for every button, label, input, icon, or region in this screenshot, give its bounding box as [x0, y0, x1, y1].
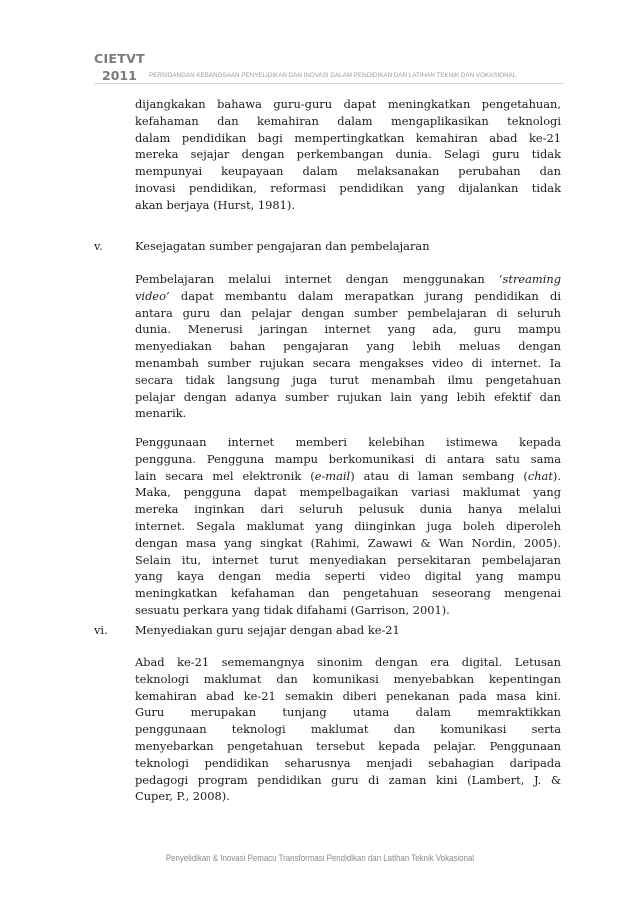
text-line: inovasi pendidikan, reformasi pendidikan yang dijalankan tidak	[135, 180, 561, 195]
text-line: dengan masa yang singkat (Rahimi, Zawawi & Wan Nordin, 2005).	[135, 535, 561, 550]
text-line: Cuper, P., 2008).	[135, 789, 230, 804]
text-line: meningkatkan kefahaman dan pengetahuan seseorang mengenai	[135, 586, 561, 601]
text-line: mempunyai keupayaan dalam melaksanakan perubahan dan	[135, 164, 561, 179]
text-line: lain secara mel elektronik (e-mail) atau di laman sembang (chat).	[135, 468, 561, 483]
text-line: Selain itu, internet turut menyediakan persekitaran pembelajaran	[135, 552, 561, 567]
text-line: mereka inginkan dari seluruh pelusuk dunia hanya melalui	[135, 502, 561, 517]
item-heading: Kesejagatan sumber pengajaran dan pembelajaran	[135, 239, 430, 253]
text-line: akan berjaya (Hurst, 1981).	[135, 197, 295, 212]
list-item-v	[94, 238, 430, 254]
paragraph-internet-benefits	[135, 434, 561, 619]
text-line: sesuatu perkara yang tidak difahami (Garrison, 2001).	[135, 602, 450, 617]
paragraph-continuation	[135, 96, 561, 214]
text-line: kemahiran abad ke-21 semakin diberi penekanan pada masa kini.	[135, 688, 561, 703]
text-line: menyediakan bahan pengajaran yang lebih meluas dengan	[135, 339, 561, 354]
text-line: dunia. Menerusi jaringan internet yang ada, guru mampu	[135, 322, 561, 337]
list-item-vi	[94, 622, 400, 638]
text-line: menarik.	[135, 406, 187, 421]
logo-year: 2011	[102, 68, 137, 83]
text-line: Guru merupakan tunjang utama dalam memraktikkan	[135, 705, 561, 720]
text-line: Pembelajaran melalui internet dengan menggunakan ‘streaming	[135, 272, 561, 286]
text-line: Maka, pengguna dapat mempelbagaikan variasi maklumat yang	[135, 485, 561, 500]
text-line: yang kaya dengan media seperti video digital yang mampu	[135, 569, 561, 584]
text-line: Abad ke-21 sememangnya sinonim dengan era digital. Letusan	[135, 655, 561, 669]
text-line: menyebarkan pengetahuan tersebut kepada pelajar. Penggunaan	[135, 738, 561, 753]
text-line: pedagogi program pendidikan guru di zaman kini (Lambert, J. &	[135, 772, 561, 787]
paragraph-streaming-video	[135, 271, 561, 422]
text-line: mereka sejajar dengan perkembangan dunia. Selagi guru tidak	[135, 147, 561, 162]
item-number: v.	[94, 239, 103, 253]
logo-name: CIETVT	[94, 51, 145, 66]
text-line: penggunaan teknologi maklumat dan komunikasi serta	[135, 722, 561, 737]
running-header-title: PERSIDANGAN KEBANGSAAN PENYELIDIKAN DAN INOVASI DALAM PENDIDIKAN DAN LATIHAN TEKNIK DAN VOKASIONAL	[149, 72, 517, 79]
conference-logo	[94, 52, 145, 83]
text-line: pelajar dengan adanya sumber rujukan lain yang lebih efektif dan	[135, 389, 561, 404]
text-line: kefahaman dan kemahiran dalam mengaplikasikan teknologi	[135, 113, 561, 128]
page-footer: Penyelidikan & Inovasi Pemacu Transformasi Pendidikan dan Latihan Teknik Vokasional	[165, 853, 475, 863]
text-line: video’ dapat membantu dalam merapatkan jurang pendidikan di	[135, 288, 561, 303]
text-line: dalam pendidikan bagi mempertingkatkan kemahiran abad ke-21	[135, 130, 561, 145]
text-line: pengguna. Pengguna mampu berkomunikasi di antara satu sama	[135, 451, 561, 466]
text-line: secara tidak langsung juga turut menambah ilmu pengetahuan	[135, 372, 561, 387]
text-line: teknologi maklumat dan komunikasi menyebabkan kepentingan	[135, 671, 561, 686]
paragraph-21st-century	[135, 654, 561, 805]
text-line: menambah sumber rujukan secara mengakses video di internet. Ia	[135, 355, 561, 370]
text-line: dijangkakan bahawa guru-guru dapat meningkatkan pengetahuan,	[135, 97, 561, 111]
text-line: antara guru dan pelajar dengan sumber pembelajaran di seluruh	[135, 305, 561, 320]
text-line: teknologi pendidikan seharusnya menjadi sebahagian daripada	[135, 755, 561, 770]
item-number: vi.	[94, 623, 108, 637]
text-line: internet. Segala maklumat yang diinginkan juga boleh diperoleh	[135, 518, 561, 533]
item-heading: Menyediakan guru sejajar dengan abad ke-21	[135, 623, 400, 637]
text-line: Penggunaan internet memberi kelebihan istimewa kepada	[135, 435, 561, 449]
header-divider	[94, 83, 564, 84]
